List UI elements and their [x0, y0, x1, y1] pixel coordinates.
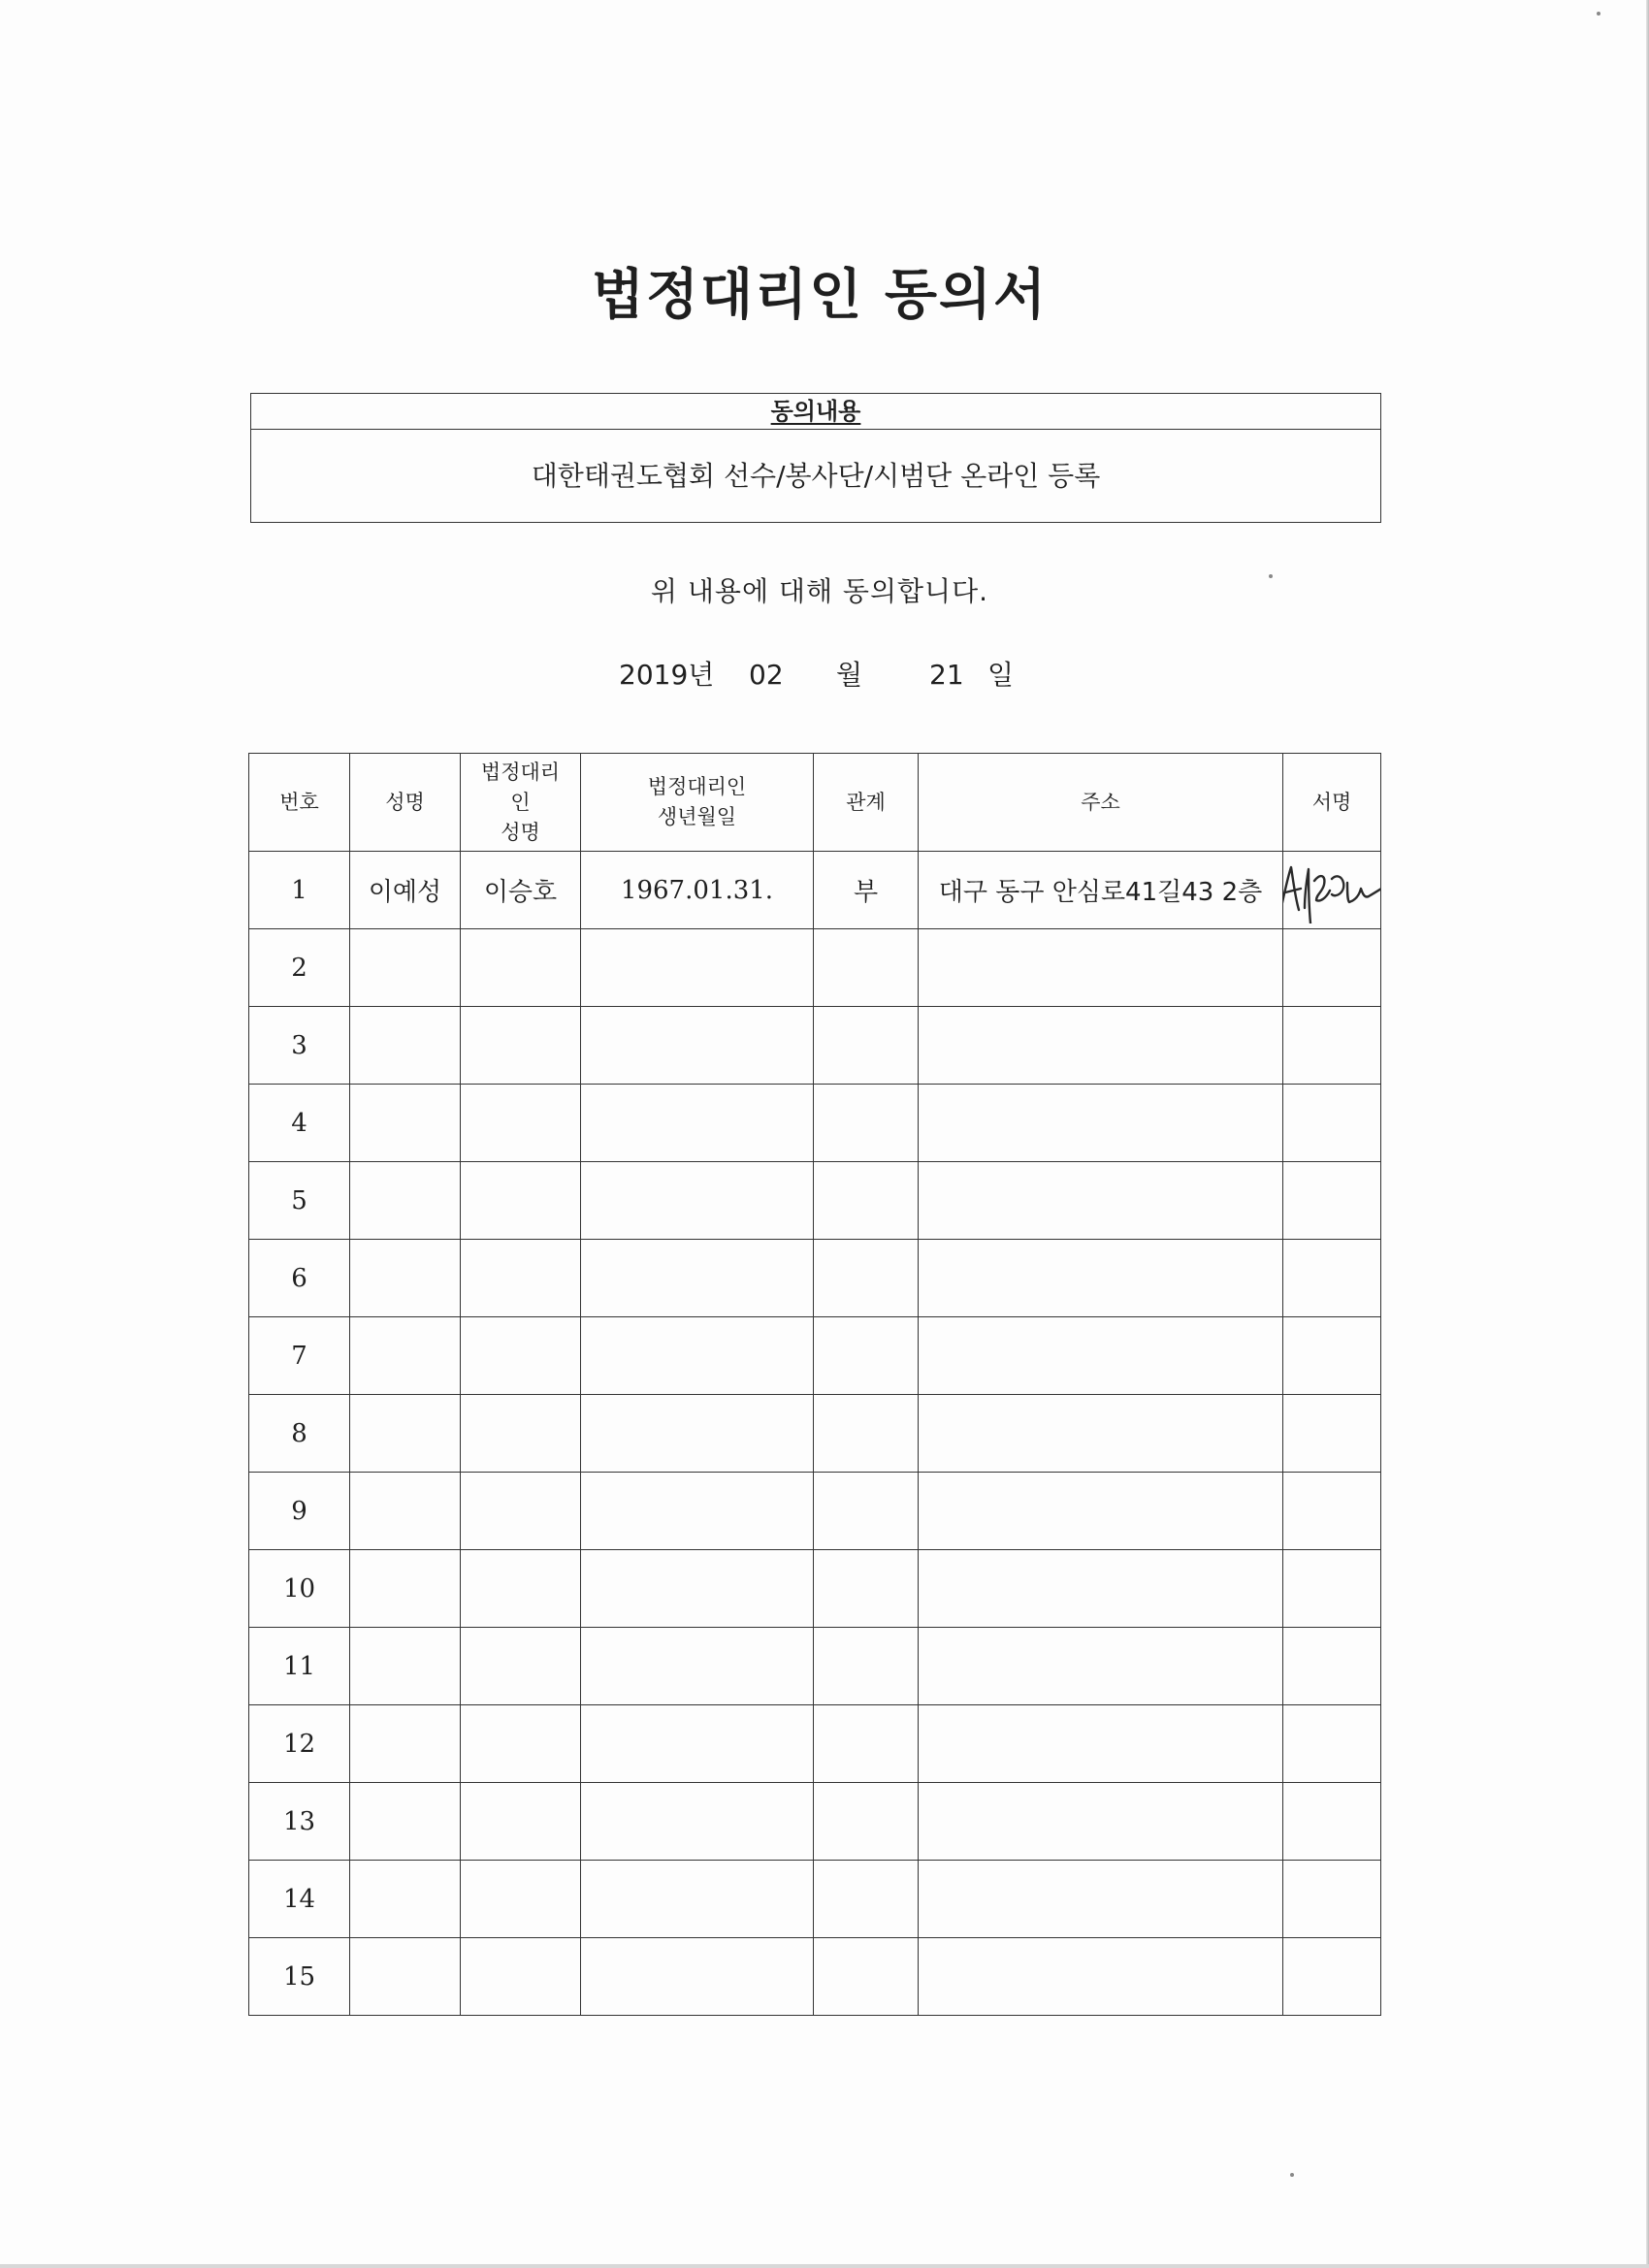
- cell-number: 12: [249, 1705, 350, 1783]
- cell-address: [919, 1317, 1283, 1395]
- cell-guardian-dob: [581, 1007, 814, 1085]
- cell-name: [350, 1162, 461, 1240]
- date-month: 02: [749, 659, 784, 691]
- cell-number: 9: [249, 1473, 350, 1550]
- cell-address: 대구 동구 안심로41길43 2층: [919, 852, 1283, 929]
- cell-guardian-dob: [581, 1240, 814, 1317]
- cell-name: [350, 1705, 461, 1783]
- consent-heading: [251, 394, 1380, 430]
- cell-name: [350, 1861, 461, 1938]
- cell-relation: [814, 1705, 919, 1783]
- header-signature: [1283, 754, 1381, 852]
- cell-relation: [814, 1628, 919, 1705]
- guardian-table: [248, 753, 1381, 2016]
- cell-signature: [1283, 852, 1381, 929]
- cell-guardian-dob: [581, 929, 814, 1007]
- cell-relation: [814, 1395, 919, 1473]
- cell-name: [350, 1240, 461, 1317]
- header-guardian-dob-line1: 법정대리인: [647, 775, 747, 798]
- cell-name: [350, 1085, 461, 1162]
- cell-signature: [1283, 1550, 1381, 1628]
- agreement-statement: 위 내용에 대해 동의합니다.: [650, 575, 989, 607]
- cell-guardian-name: [461, 929, 581, 1007]
- cell-signature: [1283, 1240, 1381, 1317]
- header-signature-label: 서명: [1311, 790, 1352, 814]
- cell-guardian-dob: [581, 1162, 814, 1240]
- cell-guardian-dob: 1967.01.31.: [581, 852, 814, 929]
- cell-guardian-dob: [581, 1705, 814, 1783]
- cell-relation: [814, 1085, 919, 1162]
- cell-address: [919, 1395, 1283, 1473]
- scan-speck: [1597, 12, 1600, 16]
- cell-signature: [1283, 1473, 1381, 1550]
- consent-content: 대한태권도협회 선수/봉사단/시범단 온라인 등록: [531, 460, 1101, 492]
- cell-number: 14: [249, 1861, 350, 1938]
- cell-name: [350, 1473, 461, 1550]
- cell-guardian-name: 이승호: [461, 852, 581, 929]
- cell-number: 1: [249, 852, 350, 929]
- signature-mark: [1283, 859, 1381, 923]
- table-row: [249, 1473, 1381, 1550]
- cell-relation: [814, 1938, 919, 2016]
- cell-name: [350, 1395, 461, 1473]
- cell-guardian-name: [461, 1783, 581, 1861]
- cell-address: [919, 929, 1283, 1007]
- cell-relation: [814, 1550, 919, 1628]
- cell-guardian-dob: [581, 1395, 814, 1473]
- cell-guardian-name: [461, 1317, 581, 1395]
- cell-address: [919, 1783, 1283, 1861]
- cell-signature: [1283, 1007, 1381, 1085]
- cell-name: [350, 1783, 461, 1861]
- cell-name: [350, 1007, 461, 1085]
- cell-name: [350, 1938, 461, 2016]
- cell-number: 11: [249, 1628, 350, 1705]
- cell-signature: [1283, 1783, 1381, 1861]
- cell-signature: [1283, 1861, 1381, 1938]
- date-year: 2019년: [619, 659, 715, 691]
- cell-relation: [814, 1007, 919, 1085]
- table-row: [249, 1395, 1381, 1473]
- cell-signature: [1283, 1317, 1381, 1395]
- cell-guardian-name: [461, 1162, 581, 1240]
- cell-address: [919, 1240, 1283, 1317]
- header-address-label: 주소: [1081, 790, 1120, 814]
- header-number: [249, 754, 350, 852]
- cell-number: 5: [249, 1162, 350, 1240]
- cell-guardian-name: [461, 1007, 581, 1085]
- table-row: [249, 1938, 1381, 2016]
- cell-number: 13: [249, 1783, 350, 1861]
- cell-name: [350, 1550, 461, 1628]
- header-guardian-name-line1: 법정대리: [480, 760, 561, 784]
- cell-address: [919, 1628, 1283, 1705]
- cell-address: [919, 1861, 1283, 1938]
- cell-signature: [1283, 1628, 1381, 1705]
- cell-guardian-dob: [581, 1085, 814, 1162]
- cell-relation: 부: [814, 852, 919, 929]
- cell-signature: [1283, 1085, 1381, 1162]
- cell-guardian-name: [461, 1550, 581, 1628]
- cell-address: [919, 1705, 1283, 1783]
- cell-name: [350, 1628, 461, 1705]
- table-row: [249, 1162, 1381, 1240]
- cell-number: 2: [249, 929, 350, 1007]
- cell-guardian-name: [461, 1085, 581, 1162]
- cell-address: [919, 1473, 1283, 1550]
- table-row: [249, 1550, 1381, 1628]
- cell-number: 4: [249, 1085, 350, 1162]
- cell-name: 이예성: [350, 852, 461, 929]
- cell-address: [919, 1085, 1283, 1162]
- cell-number: 8: [249, 1395, 350, 1473]
- cell-guardian-dob: [581, 1628, 814, 1705]
- header-relation-label: 관계: [846, 790, 886, 814]
- table-header-row: [249, 754, 1381, 852]
- table-row: [249, 1705, 1381, 1783]
- cell-name: [350, 1317, 461, 1395]
- cell-address: [919, 1162, 1283, 1240]
- cell-relation: [814, 1240, 919, 1317]
- cell-signature: [1283, 1705, 1381, 1783]
- cell-address: [919, 1007, 1283, 1085]
- table-row: [249, 1317, 1381, 1395]
- cell-number: 3: [249, 1007, 350, 1085]
- table-row: [249, 1240, 1381, 1317]
- cell-guardian-dob: [581, 1783, 814, 1861]
- cell-relation: [814, 1861, 919, 1938]
- consent-box: [250, 393, 1381, 523]
- document-title: 법정대리인 동의서: [591, 264, 1049, 327]
- cell-name: [350, 929, 461, 1007]
- date-month-unit: 월: [836, 659, 863, 691]
- cell-guardian-name: [461, 1861, 581, 1938]
- table-row: [249, 1085, 1381, 1162]
- cell-relation: [814, 1317, 919, 1395]
- table-row: [249, 1783, 1381, 1861]
- cell-number: 10: [249, 1550, 350, 1628]
- table-row: [249, 1628, 1381, 1705]
- header-number-label: 번호: [279, 790, 319, 814]
- cell-guardian-name: [461, 1628, 581, 1705]
- cell-guardian-dob: [581, 1550, 814, 1628]
- cell-relation: [814, 1473, 919, 1550]
- cell-guardian-name: [461, 1705, 581, 1783]
- cell-guardian-name: [461, 1473, 581, 1550]
- cell-relation: [814, 929, 919, 1007]
- cell-guardian-dob: [581, 1317, 814, 1395]
- cell-signature: [1283, 1395, 1381, 1473]
- scan-speck: [1290, 2173, 1294, 2177]
- header-address: [919, 754, 1283, 852]
- cell-relation: [814, 1162, 919, 1240]
- header-guardian-name-line2: 인: [510, 790, 531, 814]
- header-guardian-dob-line2: 생년월일: [657, 805, 737, 828]
- cell-guardian-name: [461, 1240, 581, 1317]
- header-name: [350, 754, 461, 852]
- table-row: [249, 929, 1381, 1007]
- cell-number: 7: [249, 1317, 350, 1395]
- table-body: [249, 852, 1381, 2016]
- header-name-label: 성명: [385, 790, 425, 814]
- cell-relation: [814, 1783, 919, 1861]
- cell-signature: [1283, 1938, 1381, 2016]
- table-row: [249, 1007, 1381, 1085]
- header-relation: [814, 754, 919, 852]
- cell-guardian-name: [461, 1938, 581, 2016]
- consent-heading-label: 동의내용: [770, 398, 861, 425]
- date-day-unit: 일: [987, 659, 1015, 691]
- date-day: 21: [929, 659, 964, 691]
- cell-address: [919, 1938, 1283, 2016]
- table-row: [249, 852, 1381, 929]
- cell-guardian-dob: [581, 1938, 814, 2016]
- page-bottom-edge: [0, 2264, 1649, 2268]
- header-guardian-dob: [581, 754, 814, 852]
- header-guardian-name: [461, 754, 581, 852]
- cell-guardian-dob: [581, 1473, 814, 1550]
- cell-number: 15: [249, 1938, 350, 2016]
- table-row: [249, 1861, 1381, 1938]
- cell-signature: [1283, 929, 1381, 1007]
- cell-guardian-dob: [581, 1861, 814, 1938]
- header-guardian-name-line3: 성명: [501, 820, 540, 844]
- cell-address: [919, 1550, 1283, 1628]
- cell-number: 6: [249, 1240, 350, 1317]
- cell-guardian-name: [461, 1395, 581, 1473]
- cell-signature: [1283, 1162, 1381, 1240]
